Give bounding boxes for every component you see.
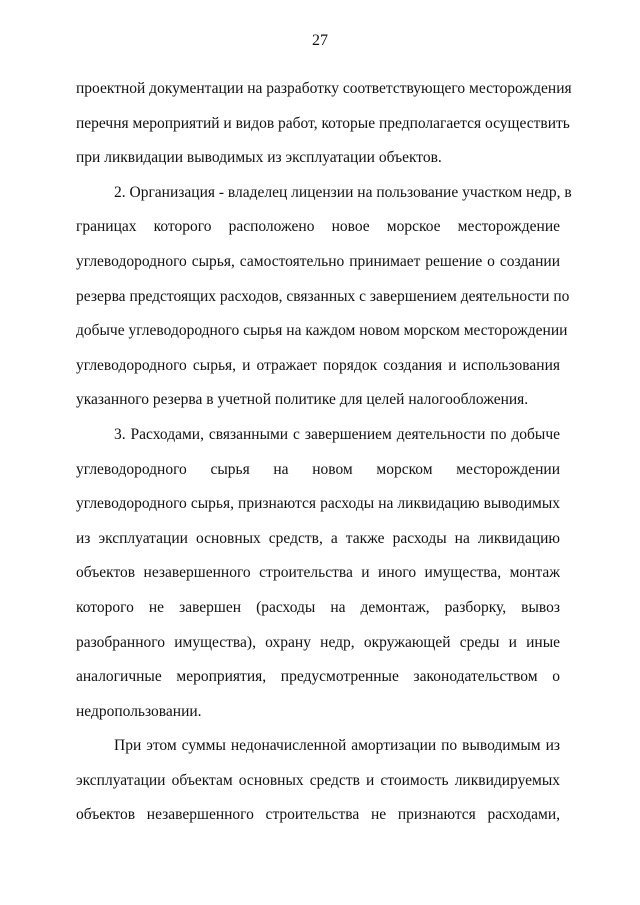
text-line: перечня мероприятий и видов работ, которые предполагается осуществить — [76, 114, 570, 132]
text-line: недропользовании. — [76, 702, 202, 720]
page-number: 27 — [312, 32, 328, 49]
text-line: указанного резерва в учетной политике для целей налогообложения. — [76, 391, 529, 409]
text-line: резерва предстоящих расходов, связанных с завершением деятельности по — [76, 287, 570, 305]
text-line: проектной документации на разработку соответствующего месторождения — [76, 80, 572, 97]
document-body — [76, 72, 572, 833]
text-line: которого не завершен (расходы на демонтаж, разборку, вывоз — [76, 598, 560, 616]
text-line: эксплуатации объектам основных средств и стоимость ликвидируемых — [76, 771, 560, 789]
text-line: При этом суммы недоначисленной амортизации по выводимым из — [114, 737, 560, 755]
text-line: добыче углеводородного сырья на каждом новом морском месторождении — [76, 322, 568, 340]
text-line: углеводородного сырья, самостоятельно принимает решение о создании — [76, 252, 560, 270]
paragraph-item-2 — [76, 176, 572, 418]
text-line: из эксплуатации основных средств, а также расходы на ликвидацию — [76, 529, 560, 547]
text-line: аналогичные мероприятия, предусмотренные законодательством о — [76, 668, 560, 686]
paragraph-item-3 — [76, 418, 560, 729]
text-line: объектов незавершенного строительства и иного имущества, монтаж — [76, 564, 560, 582]
paragraph-continuation — [76, 72, 572, 176]
text-line: границах которого расположено новое морское месторождение — [76, 218, 560, 236]
text-line: углеводородного сырья, признаются расходы на ликвидацию выводимых — [76, 495, 560, 513]
text-line: углеводородного сырья, и отражает порядок создания и использования — [76, 356, 560, 374]
text-line: разобранного имущества), охрану недр, окружающей среды и иные — [76, 633, 560, 651]
text-line: при ликвидации выводимых из эксплуатации объектов. — [76, 149, 442, 167]
text-line: 3. Расходами, связанными с завершением деятельности по добыче — [114, 425, 560, 443]
paragraph-amortization — [76, 729, 560, 833]
text-line: углеводородного сырья на новом морском месторождении — [76, 460, 560, 478]
text-line: объектов незавершенного строительства не признаются расходами, — [76, 806, 560, 824]
text-line: 2. Организация - владелец лицензии на пользование участком недр, в — [114, 183, 572, 201]
